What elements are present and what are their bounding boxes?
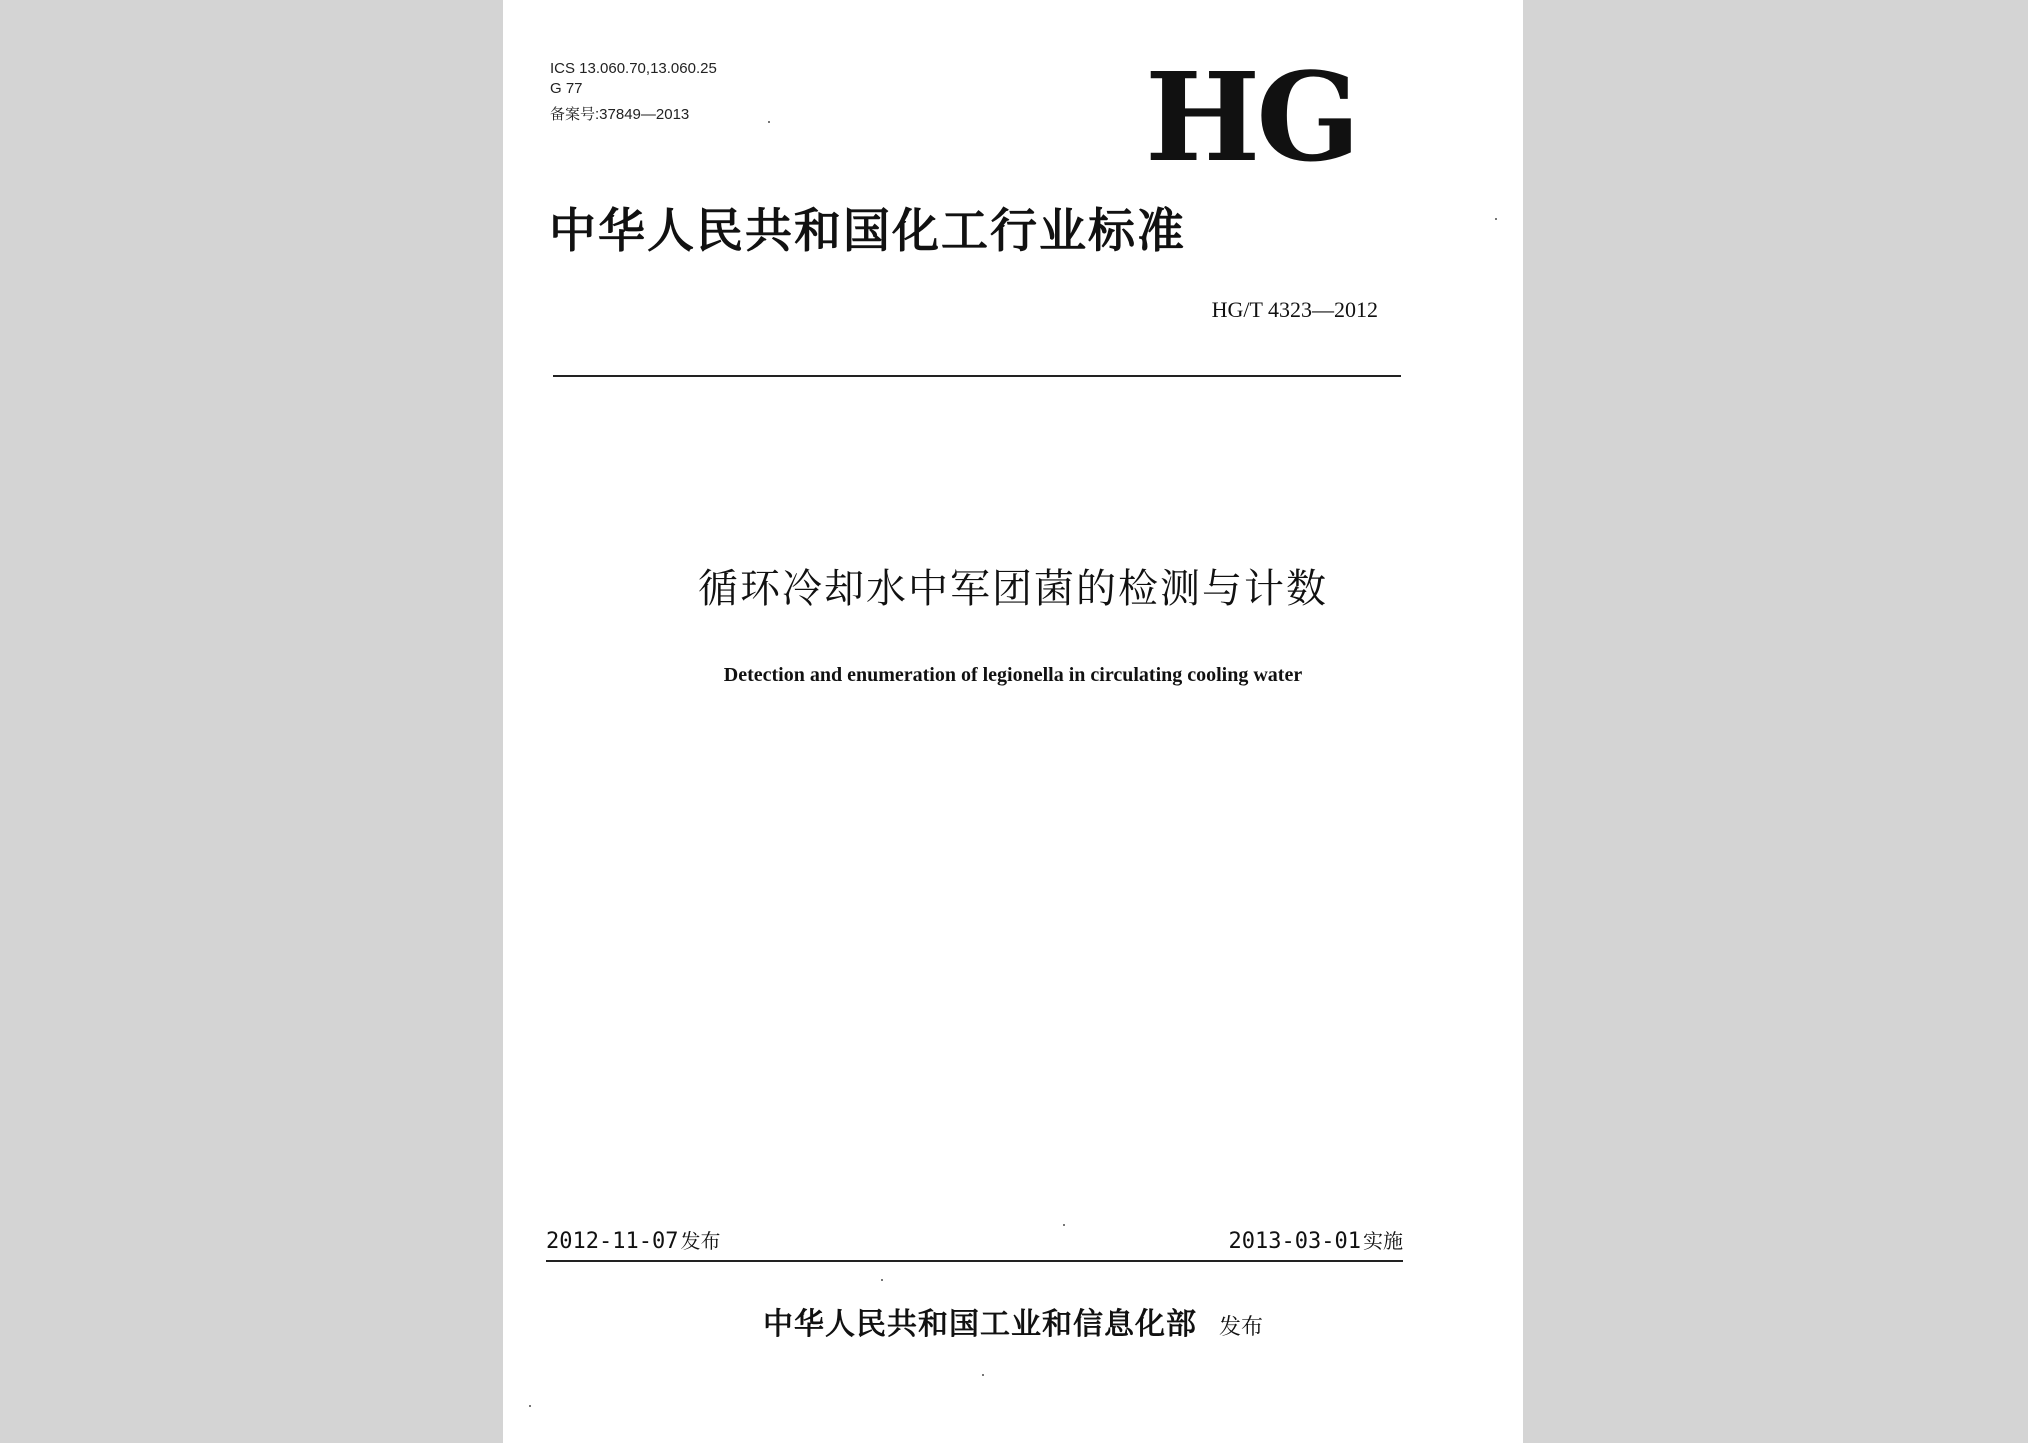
document-title-chinese: 循环冷却水中军团菌的检测与计数 (698, 566, 1328, 612)
date-row (546, 1226, 1403, 1258)
effective-date: 2013-03-01 (1228, 1229, 1361, 1254)
issue-date-group (546, 1226, 720, 1257)
classification-code: G 77 (550, 80, 583, 97)
issuer-line (503, 1305, 1523, 1348)
issuer-action: 发布 (1218, 1315, 1263, 1340)
scan-speck (1495, 218, 1497, 220)
effective-date-label: 实施 (1363, 1229, 1403, 1253)
issuer-name: 中华人民共和国工业和信息化部 (762, 1307, 1197, 1342)
standard-number: HG/T 4323—2012 (1211, 297, 1378, 322)
scan-speck (1063, 1224, 1065, 1226)
scan-speck (768, 121, 770, 123)
ics-code: ICS 13.060.70,13.060.25 (550, 60, 717, 77)
record-number: 备案号:37849—2013 (550, 106, 690, 123)
header-divider (553, 375, 1401, 377)
effective-date-group (1229, 1226, 1403, 1257)
scan-speck (881, 1279, 883, 1281)
scan-speck (529, 1405, 531, 1407)
document-page (503, 0, 1523, 1443)
scan-speck (982, 1374, 984, 1376)
footer-divider (546, 1260, 1403, 1262)
issue-date: 2012-11-07 (546, 1229, 679, 1254)
standard-category-title: 中华人民共和国化工行业标准 (549, 204, 1186, 259)
document-title-english: Detection and enumeration of legionella in circulating cooling water (723, 664, 1303, 686)
issue-date-label: 发布 (680, 1229, 721, 1253)
hg-logo: HG (1145, 45, 1357, 189)
